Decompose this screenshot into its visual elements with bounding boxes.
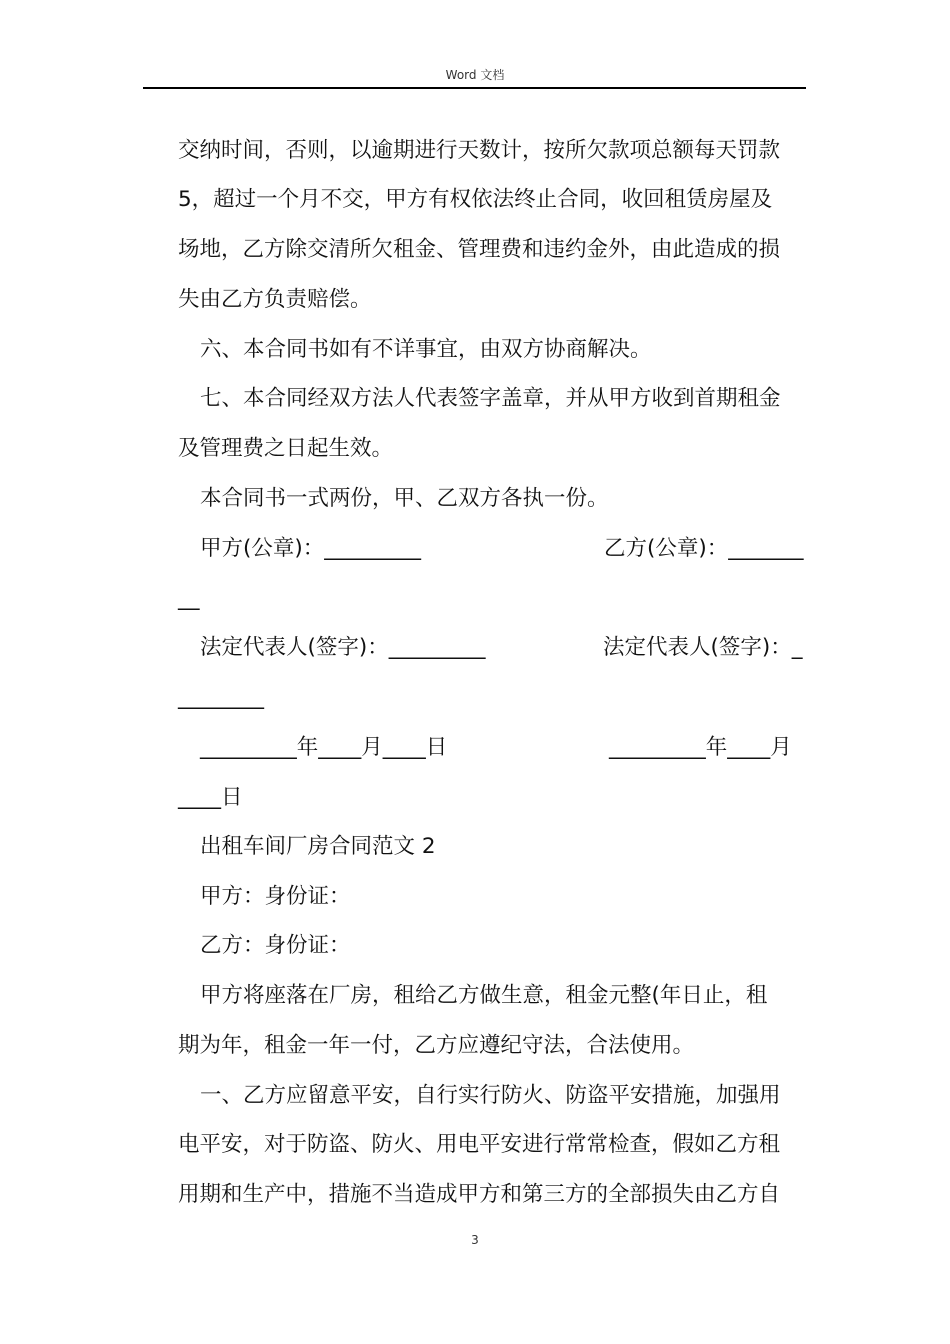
clause-one-line-1: 一、乙方应留意平安，自行实行防火、防盗平安措施，加强用: [200, 1083, 781, 1108]
body-line-1: 交纳时间，否则，以逾期进行天数计，按所欠款项总额每天罚款: [178, 138, 781, 163]
clause-seven-cont: 及管理费之日起生效。: [178, 436, 394, 461]
page-header: Word 文档: [445, 68, 505, 82]
party-b-rep-field: 法定代表人(签字)：_: [603, 635, 803, 660]
party-a-id-line: 甲方：身份证：: [200, 884, 351, 909]
body-line-4: 失由乙方负责赔偿。: [178, 287, 372, 312]
copies-statement: 本合同书一式两份，甲、乙双方各执一份。: [200, 486, 609, 511]
lease-terms-line-2: 期为年，租金一年一付，乙方应遵纪守法，合法使用。: [178, 1033, 695, 1058]
body-line-3: 场地，乙方除交清所欠租金、管理费和违约金外，由此造成的损: [178, 237, 781, 262]
party-a-rep-field: 法定代表人(签字)：_________: [200, 635, 486, 660]
party-b-date-field: _________年____月: [609, 735, 792, 760]
clause-six: 六、本合同书如有不详事宜，由双方协商解决。: [200, 337, 652, 362]
party-b-rep-field-cont: ________: [178, 685, 264, 710]
clause-one-line-3: 用期和生产中，措施不当造成甲方和第三方的全部损失由乙方自: [178, 1182, 781, 1207]
clause-one-line-2: 电平安，对于防盗、防火、用电平安进行常常检查，假如乙方租: [178, 1132, 781, 1157]
party-a-seal-field: 甲方(公章)：_________: [200, 536, 422, 561]
party-b-seal-field-cont: __: [178, 586, 200, 611]
party-a-date-field: _________年____月____日: [200, 735, 448, 760]
lease-terms-line-1: 甲方将座落在厂房，租给乙方做生意，租金元整(年日止，租: [200, 983, 768, 1008]
page-number: 3: [471, 1233, 479, 1247]
party-b-date-field-cont: ____日: [178, 785, 243, 810]
clause-seven: 七、本合同经双方法人代表签字盖章，并从甲方收到首期租金: [200, 386, 781, 411]
header-rule: [143, 87, 806, 89]
party-b-seal-field: 乙方(公章)：_______: [604, 536, 804, 561]
party-b-id-line: 乙方：身份证：: [200, 933, 351, 958]
body-line-2: 5，超过一个月不交，甲方有权依法终止合同，收回租赁房屋及: [178, 187, 773, 212]
section-title: 出租车间厂房合同范文 2: [200, 834, 436, 859]
